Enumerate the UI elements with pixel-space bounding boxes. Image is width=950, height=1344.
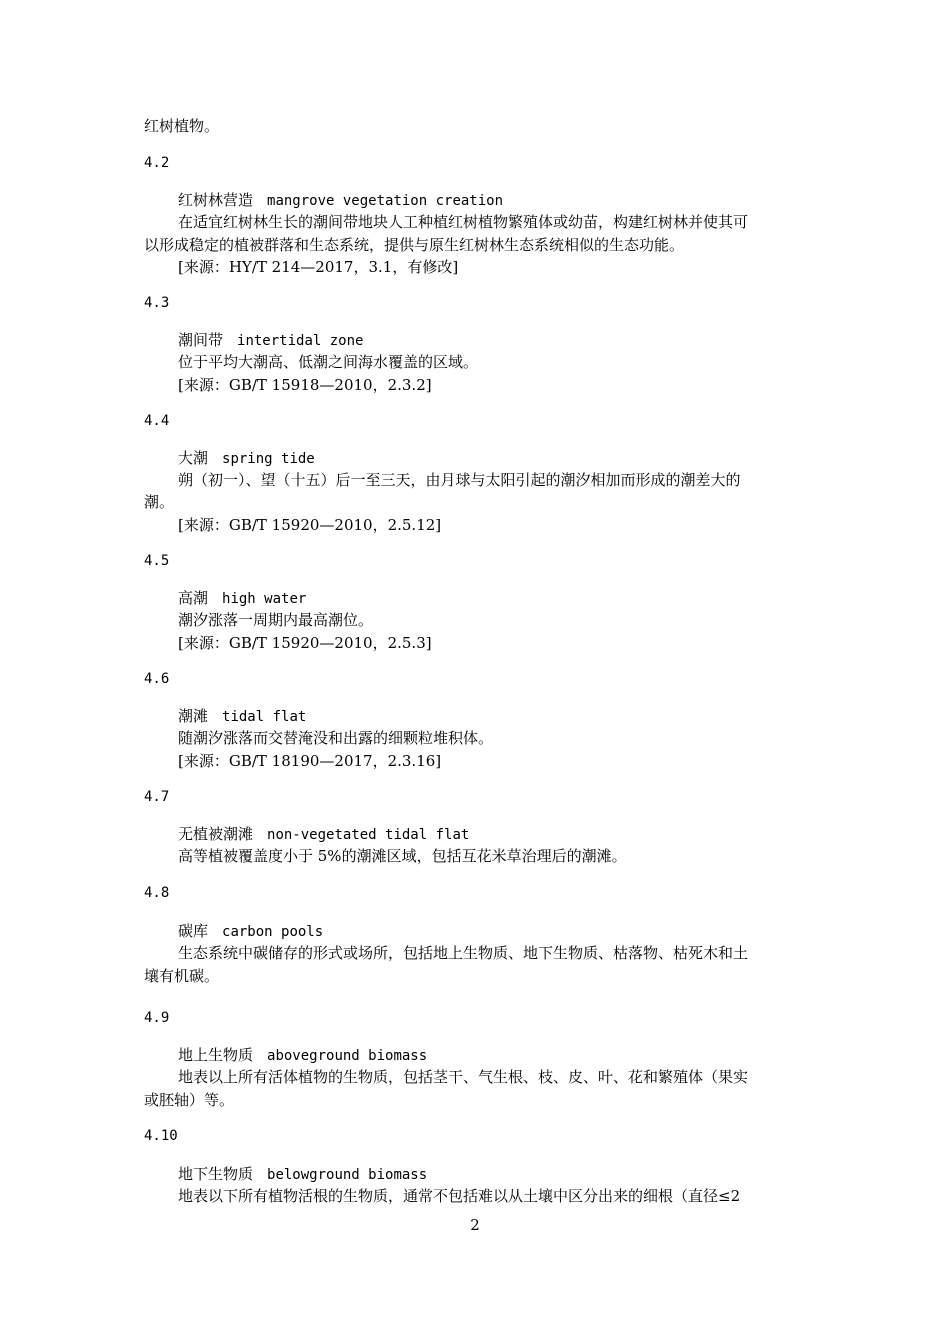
term-line <box>178 189 844 212</box>
term-chinese: 潮滩 <box>178 707 209 725</box>
definition-line: 潮汐涨落一周期内最高潮位。 <box>178 611 374 629</box>
term-line <box>178 1163 844 1186</box>
term-line <box>178 1044 844 1067</box>
term-chinese: 地下生物质 <box>178 1165 254 1183</box>
term-english: high water <box>222 591 307 607</box>
source-note: [来源：HY/T 214—2017，3.1，有修改] <box>178 258 459 276</box>
term-line <box>178 329 844 352</box>
continuation-text: 红树植物。 <box>144 117 220 135</box>
term-english: mangrove vegetation creation <box>267 193 504 209</box>
term-english: belowground biomass <box>267 1167 428 1183</box>
term-line <box>178 705 844 728</box>
clause-number: 4.10 <box>144 1128 178 1144</box>
clause-number: 4.8 <box>144 885 170 901</box>
term-chinese: 无植被潮滩 <box>178 825 254 843</box>
definition-line: 生态系统中碳储存的形式或场所，包括地上生物质、地下生物质、枯落物、枯死木和土 <box>178 944 749 962</box>
term-line <box>178 823 844 846</box>
term-chinese: 潮间带 <box>178 331 224 349</box>
term-line <box>178 920 844 943</box>
term-line <box>178 447 844 470</box>
definition-line: 潮。 <box>144 493 175 511</box>
source-note: [来源：GB/T 15920—2010，2.5.3] <box>178 634 432 652</box>
clause-number: 4.9 <box>144 1010 170 1026</box>
clause-number: 4.6 <box>144 671 170 687</box>
clause-number: 4.4 <box>144 413 170 429</box>
term-chinese: 高潮 <box>178 589 209 607</box>
definition-line: 随潮汐涨落而交替淹没和出露的细颗粒堆积体。 <box>178 729 494 747</box>
term-english: non-vegetated tidal flat <box>267 827 470 843</box>
definition-line: 朔（初一）、望（十五）后一至三天，由月球与太阳引起的潮汐相加而形成的潮差大的 <box>178 471 741 489</box>
term-english: aboveground biomass <box>267 1048 428 1064</box>
page-number: 2 <box>470 1216 480 1234</box>
definition-line: 壤有机碳。 <box>144 967 220 985</box>
definition-line: 或胚轴）等。 <box>144 1091 235 1109</box>
definition-line: 地表以下所有植物活根的生物质，通常不包括难以从土壤中区分出来的细根（直径≤2 <box>178 1187 741 1205</box>
clause-number: 4.3 <box>144 295 170 311</box>
definition-line: 在适宜红树林生长的潮间带地块人工种植红树植物繁殖体或幼苗，构建红树林并使其可 <box>178 213 749 231</box>
term-chinese: 红树林营造 <box>178 191 254 209</box>
definition-line: 高等植被覆盖度小于 5%的潮滩区域，包括互花米草治理后的潮滩。 <box>178 847 627 865</box>
term-english: intertidal zone <box>237 333 364 349</box>
clause-number: 4.2 <box>144 155 170 171</box>
clause-number: 4.5 <box>144 553 170 569</box>
definition-line: 以形成稳定的植被群落和生态系统，提供与原生红树林生态系统相似的生态功能。 <box>144 236 685 254</box>
term-chinese: 大潮 <box>178 449 209 467</box>
term-chinese: 碳库 <box>178 922 209 940</box>
term-line <box>178 587 844 610</box>
definition-line: 位于平均大潮高、低潮之间海水覆盖的区域。 <box>178 353 479 371</box>
source-note: [来源：GB/T 15920—2010，2.5.12] <box>178 516 442 534</box>
definition-line: 地表以上所有活体植物的生物质，包括茎干、气生根、枝、皮、叶、花和繁殖体（果实 <box>178 1068 749 1086</box>
term-english: carbon pools <box>222 924 324 940</box>
term-chinese: 地上生物质 <box>178 1046 254 1064</box>
source-note: [来源：GB/T 18190—2017，2.3.16] <box>178 752 442 770</box>
term-english: spring tide <box>222 451 315 467</box>
source-note: [来源：GB/T 15918—2010，2.3.2] <box>178 376 432 394</box>
clause-number: 4.7 <box>144 789 170 805</box>
term-english: tidal flat <box>222 709 307 725</box>
